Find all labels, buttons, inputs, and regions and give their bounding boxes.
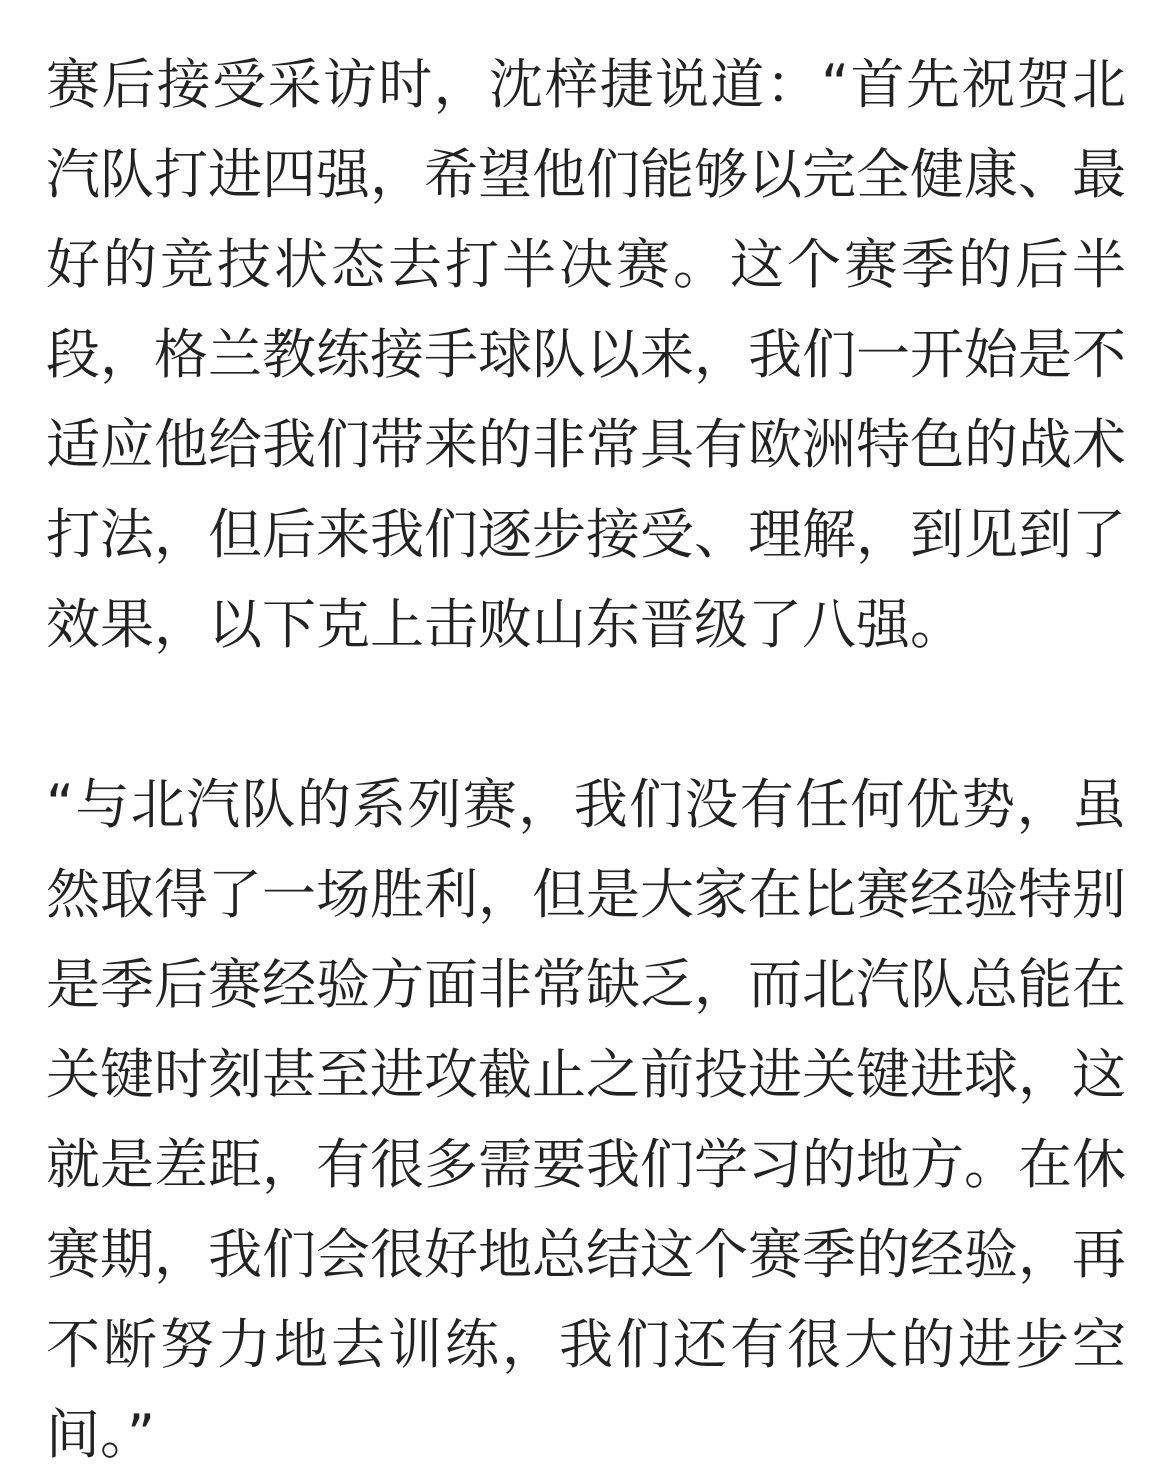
text-line: 汽队打进四强，希望他们能够以完全健康、最	[46, 143, 1126, 206]
text-line: 关键时刻甚至进攻截止之前投进关键进球，这	[46, 1043, 1126, 1106]
text-line: 赛期，我们会很好地总结这个赛季的经验，再	[46, 1223, 1126, 1286]
text-line: 不断努力地去训练，我们还有很大的进步空	[46, 1313, 1126, 1376]
text-line: 间。”	[46, 1403, 155, 1466]
text-line: 然取得了一场胜利，但是大家在比赛经验特别	[46, 863, 1126, 926]
text-line: 就是差距，有很多需要我们学习的地方。在休	[46, 1133, 1126, 1196]
paragraph-1	[46, 40, 1126, 670]
text-line: “与北汽队的系列赛，我们没有任何优势，虽	[46, 773, 1126, 836]
text-line: 是季后赛经验方面非常缺乏，而北汽队总能在	[46, 953, 1126, 1016]
paragraph-spacer	[46, 670, 1126, 760]
text-line: 段，格兰教练接手球队以来，我们一开始是不	[46, 323, 1126, 386]
text-line: 适应他给我们带来的非常具有欧洲特色的战术	[46, 413, 1126, 476]
article-body	[46, 40, 1126, 1480]
text-line: 效果，以下克上击败山东晋级了八强。	[46, 593, 964, 656]
text-line: 打法，但后来我们逐步接受、理解，到见到了	[46, 503, 1126, 566]
paragraph-2	[46, 760, 1126, 1480]
text-line: 好的竞技状态去打半决赛。这个赛季的后半	[46, 233, 1126, 296]
text-line: 赛后接受采访时，沈梓捷说道：“首先祝贺北	[46, 53, 1126, 116]
